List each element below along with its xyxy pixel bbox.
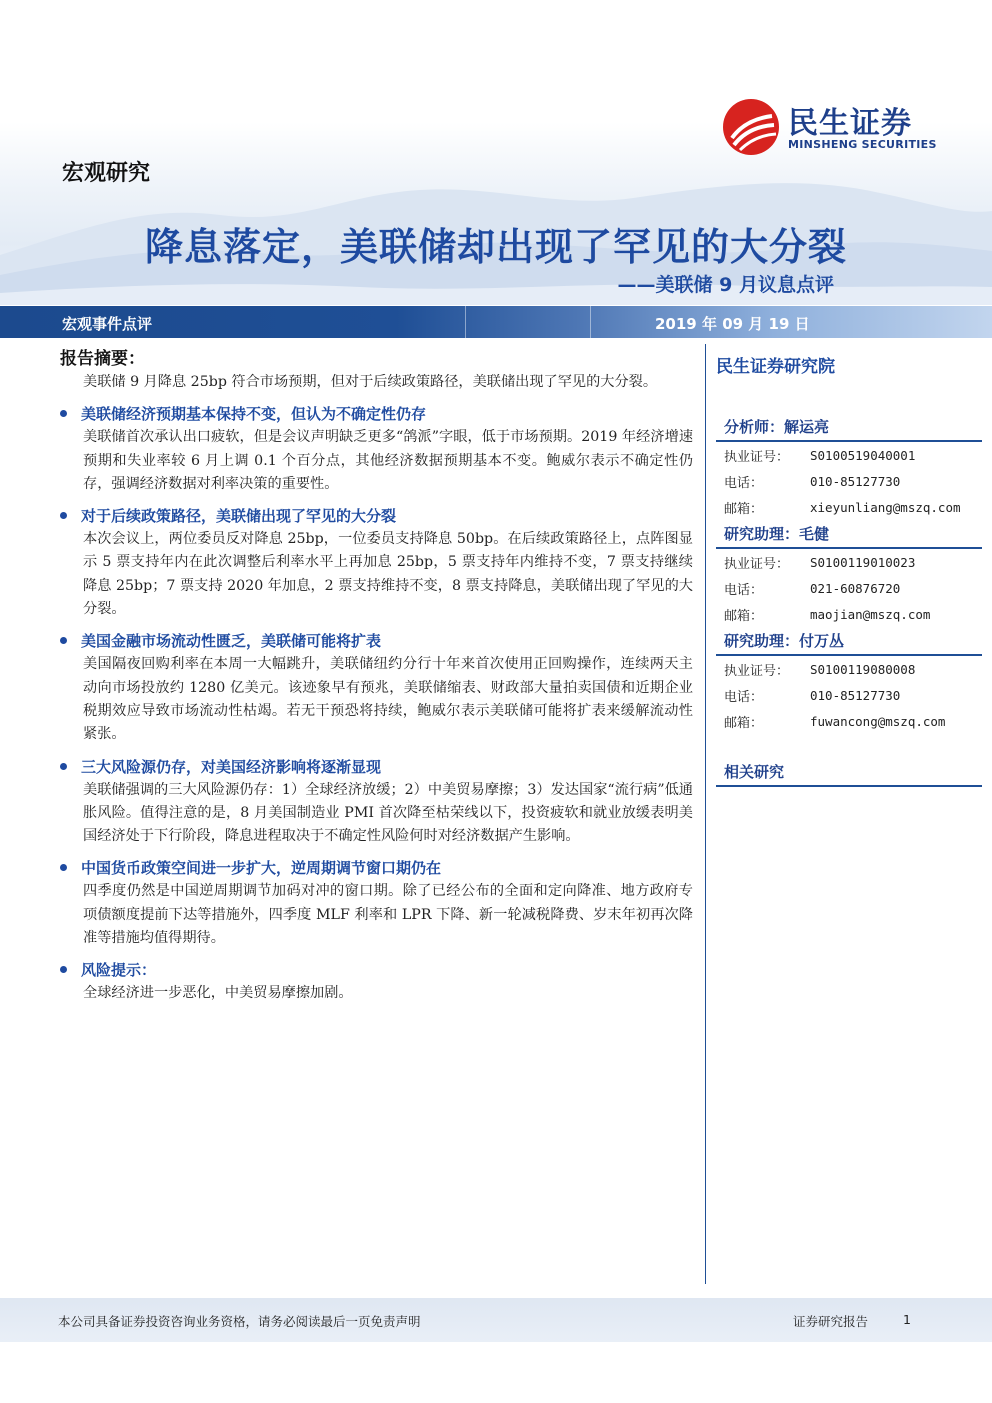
section-heading-text: 对于后续政策路径，美联储出现了罕见的大分裂: [81, 507, 397, 526]
band-divider: [465, 306, 466, 338]
mail-link[interactable]: maojian@mszq.com: [810, 606, 931, 622]
mail-label: 邮箱：: [724, 501, 764, 517]
assistant-heading: 研究助理：毛健: [716, 520, 982, 549]
column-divider: [705, 344, 706, 1284]
section-paragraph: 美联储首次承认出口疲软，但是会议声明缺乏更多“鸽派”字眼，低于市场预期。2019 年经济增速预期和失业率较 6 月上调 0.1 个百分点，其他经济数据预期基本不变。鲍威尔表示不确定性仍存，强调经济数据对利率决策的重要性。: [83, 429, 694, 492]
title-band: [0, 306, 992, 338]
cert-row: [716, 442, 982, 468]
tel-row: [716, 682, 982, 708]
tel-value: 021-60876720: [810, 580, 901, 596]
abstract-content: [58, 344, 693, 1006]
bullet-dot-icon: [60, 637, 67, 644]
section-heading-text: 美联储经济预期基本保持不变，但认为不确定性仍存: [81, 405, 427, 424]
section-heading: [58, 505, 693, 526]
section-paragraph: 四季度仍然是中国逆周期调节加码对冲的窗口期。除了已经公布的全面和定向降准、地方政府专项债额度提前下达等措施外，四季度 MLF 利率和 LPR 下降、新一轮减税降费、岁末年初再次降准等措施均值得期待。: [83, 883, 693, 947]
tel-row: [716, 468, 982, 494]
bullet-dot-icon: [60, 864, 67, 871]
cert-label: 执业证号：: [724, 449, 790, 465]
tel-label: 电话：: [724, 475, 764, 491]
page-footer: [0, 1298, 992, 1342]
bullet-dot-icon: [60, 763, 67, 770]
cert-value: S0100119080008: [810, 661, 916, 677]
institute-name: 民生证券研究院: [716, 357, 835, 377]
cert-value: S0100119010023: [810, 554, 916, 570]
section-paragraph: 美联储强调的三大风险源仍存：1）全球经济放缓；2）中美贸易摩擦；3）发达国家“流行病”低通胀风险。值得注意的是，8 月美国制造业 PMI 首次降至枯荣线以下，投资疲软和就业放缓表明美国经济处于下行阶段，降息进程取决于不确定性风险何时对经济数据产生影响。: [83, 781, 693, 845]
mail-row: [716, 494, 982, 520]
mail-row: [716, 708, 982, 734]
related-research-heading: 相关研究: [716, 758, 982, 787]
tel-label: 电话：: [724, 582, 764, 598]
tel-row: [716, 575, 982, 601]
logo-emblem-icon: [722, 98, 780, 156]
brand-logo: [722, 98, 952, 158]
section-heading-text: 美国金融市场流动性匮乏，美联储可能将扩表: [81, 632, 382, 651]
band-report-type: 宏观事件点评: [62, 315, 153, 333]
tel-label: 电话：: [724, 689, 764, 705]
report-subtitle: ——美联储 9 月议息点评: [617, 274, 834, 296]
band-divider: [590, 306, 591, 338]
section-paragraph: 全球经济进一步恶化，中美贸易摩擦加剧。: [83, 985, 353, 1002]
section-heading: [58, 857, 693, 878]
cert-value: S0100519040001: [810, 447, 916, 463]
assistant-heading: 研究助理：付万丛: [716, 627, 982, 656]
page-number: 1: [903, 1312, 911, 1327]
bullet-dot-icon: [60, 512, 67, 519]
band-date: 2019 年 09 月 19 日: [655, 315, 810, 333]
footer-disclaimer: 本公司具备证券投资咨询业务资格，请务必阅读最后一页免责声明: [58, 1314, 421, 1329]
cert-row: [716, 549, 982, 575]
logo-cn-text: 民生证券: [788, 106, 912, 141]
analyst-heading: 分析师：解运亮: [716, 413, 982, 442]
report-title: 降息落定，美联储却出现了罕见的大分裂: [144, 225, 847, 269]
mail-link[interactable]: fuwancong@mszq.com: [810, 713, 946, 729]
abstract-label: 报告摘要：: [60, 349, 145, 369]
intro-paragraph: 美联储 9 月降息 25bp 符合市场预期，但对于后续政策路径，美联储出现了罕见的大分裂。: [83, 374, 658, 390]
section-paragraph: 本次会议上，两位委员反对降息 25bp，一位委员支持降息 50bp。在后续政策路径上，点阵图显示 5 票支持年内在此次调整后利率水平上再加息 25bp，5 票支持年内维持不变，7 票支持继续降息 25bp；7 票支持 2020 年加息，2 票支持维持不变，8 票支持降息，美联储出现了罕见的大分裂。: [83, 531, 693, 618]
section-heading: [58, 756, 693, 777]
section-heading: [58, 630, 693, 651]
cert-label: 执业证号：: [724, 556, 790, 572]
bullet-dot-icon: [60, 966, 67, 973]
section-heading-text: 中国货币政策空间进一步扩大，逆周期调节窗口期仍在: [81, 859, 442, 878]
sidebar: [716, 352, 982, 787]
section-heading-text: 三大风险源仍存，对美国经济影响将逐渐显现: [81, 757, 382, 776]
section-paragraph: 美国隔夜回购利率在本周一大幅跳升，美联储纽约分行十年来首次使用正回购操作，连续两天主动向市场投放约 1280 亿美元。该迹象早有预兆，美联储缩表、财政部大量拍卖国债和近期企业税期效应导致市场流动性枯竭。若无干预恐将持续，鲍威尔表示美联储可能将扩表来缓解流动性紧张。: [83, 656, 693, 743]
mail-row: [716, 601, 982, 627]
mail-label: 邮箱：: [724, 715, 764, 731]
section-heading-text: 风险提示：: [81, 961, 157, 980]
footer-report-type: 证券研究报告: [793, 1314, 869, 1329]
tel-value: 010-85127730: [810, 687, 901, 703]
bullet-dot-icon: [60, 410, 67, 417]
mail-link[interactable]: xieyunliang@mszq.com: [810, 499, 961, 515]
section-heading: [58, 959, 693, 980]
logo-en-text: MINSHENG SECURITIES: [788, 138, 937, 151]
tel-value: 010-85127730: [810, 473, 901, 489]
mail-label: 邮箱：: [724, 608, 764, 624]
cert-row: [716, 656, 982, 682]
section-heading: [58, 403, 693, 424]
cert-label: 执业证号：: [724, 663, 790, 679]
report-category: 宏观研究: [62, 161, 151, 186]
